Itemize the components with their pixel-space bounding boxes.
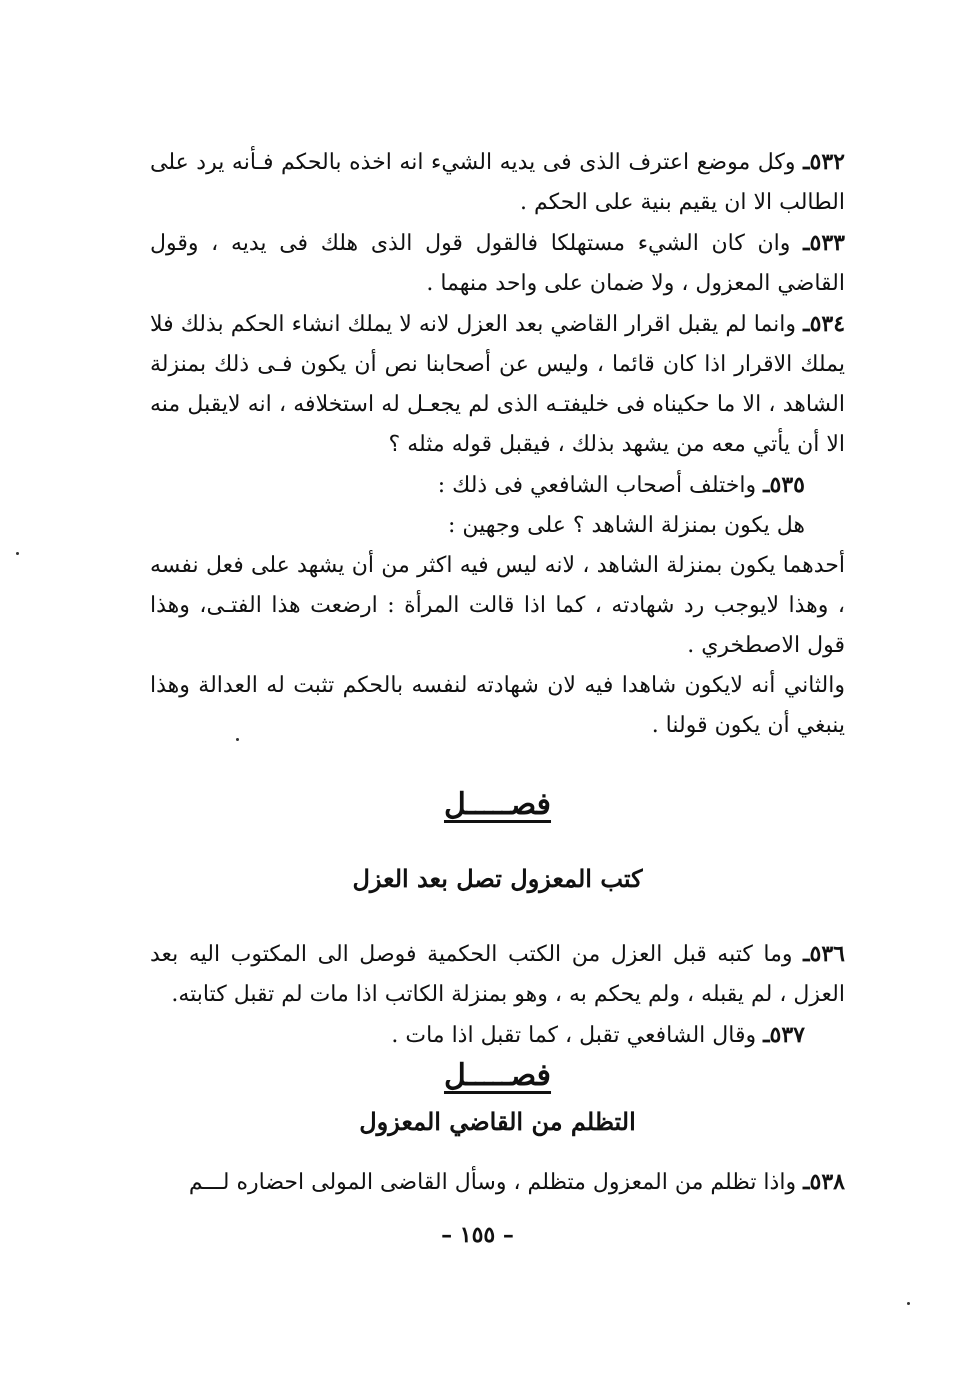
paragraph-text: وانما لم يقبل اقرار القاضي بعد العزل لانه لا يملك انشاء الحكم بذلك فلا يملك الاقرار اذا كان قائما ، وليس عن أصحابنا نص أن يكون فـى ذلك بمنزلة الشاهد ، الا ما حكيناه فى خليفتـه الذى لم يجعـل له استخلافه ، انه لايقبل منه الا أن يأتي معه من يشهد بذلك ، فيقبل قوله مثله ؟ bbox=[150, 312, 845, 457]
paragraph-number: ٥٣٥ـ bbox=[763, 472, 805, 498]
text-block-1 bbox=[150, 142, 845, 746]
text-block-3 bbox=[150, 1162, 845, 1203]
section-heading-2: فصـــــل bbox=[443, 1058, 552, 1093]
paragraph-text: هل يكون بمنزلة الشاهد ؟ على وجهين : bbox=[447, 513, 805, 538]
paragraph-538 bbox=[150, 1162, 845, 1203]
paragraph-question bbox=[150, 506, 845, 546]
paragraph-text: واذا تظلم من المعزول متظلم ، وسأل القاضى المولى احضاره لـــم bbox=[188, 1170, 797, 1195]
paragraph-535 bbox=[150, 465, 845, 506]
paragraph-number: ٥٣٢ـ bbox=[803, 149, 845, 175]
paragraph-text: أحدهما يكون بمنزلة الشاهد ، لانه ليس فيه اكثر من أن يشهد على فعل نفسه ، وهذا لايوجب رد شهادته ، كما اذا قالت المرأة : ارضعت هذا الفتـى، وهذا قول الاصطخري . bbox=[150, 553, 845, 658]
paragraph-536 bbox=[150, 934, 845, 1015]
paragraph-text: وكل موضع اعترف الذى فى يديه الشيء انه اخذه بالحكم فـأنه يرد على الطالب الا ان يقيم بنية على الحكم . bbox=[150, 150, 845, 215]
paragraph-text: وقال الشافعي تقبل ، كما تقبل اذا مات . bbox=[391, 1023, 757, 1048]
paragraph-first-view bbox=[150, 546, 845, 666]
paragraph-text: وما كتبه قبل العزل من الكتب الحكمية فوصل الى المكتوب اليه بعد العزل ، لم يقبله ، ولم يحكم به ، وهو بمنزلة الكاتب اذا مات لم تقبل كتابته. bbox=[150, 942, 845, 1007]
paragraph-532 bbox=[150, 142, 845, 223]
scan-speck bbox=[236, 738, 239, 741]
scan-speck bbox=[907, 1302, 910, 1305]
scan-speck bbox=[16, 552, 19, 555]
paragraph-text: وان كان الشيء مستهلكا فالقول قول الذى هلك فى يديه ، وقول القاضي المعزول ، ولا ضمان على واحد منهما . bbox=[150, 231, 845, 296]
paragraph-text: واختلف أصحاب الشافعي فى ذلك : bbox=[437, 473, 757, 498]
paragraph-number: ٥٣٦ـ bbox=[803, 941, 845, 967]
paragraph-number: ٥٣٤ـ bbox=[803, 311, 846, 337]
paragraph-537 bbox=[150, 1015, 845, 1056]
paragraph-number: ٥٣٣ـ bbox=[803, 230, 845, 256]
section-title-2: التظلم من القاضي المعزول bbox=[359, 1107, 636, 1136]
paragraph-number: ٥٣٧ـ bbox=[763, 1022, 805, 1048]
paragraph-534 bbox=[150, 304, 845, 465]
paragraph-second-view bbox=[150, 666, 845, 746]
text-block-2 bbox=[150, 934, 845, 1056]
section-heading-1: فصـــــل bbox=[443, 787, 552, 822]
paragraph-number: ٥٣٨ـ bbox=[803, 1169, 845, 1195]
paragraph-text: والثاني أنه لايكون شاهدا فيه لان شهادته لنفسه بالحكم تثبت له العدالة وهذا ينبغي أن يكون قولنا . bbox=[150, 673, 845, 738]
paragraph-533 bbox=[150, 223, 845, 304]
page-number: – ١٥٥ – bbox=[441, 1222, 514, 1248]
section-title-1: كتب المعزول تصل بعد العزل bbox=[352, 864, 643, 893]
